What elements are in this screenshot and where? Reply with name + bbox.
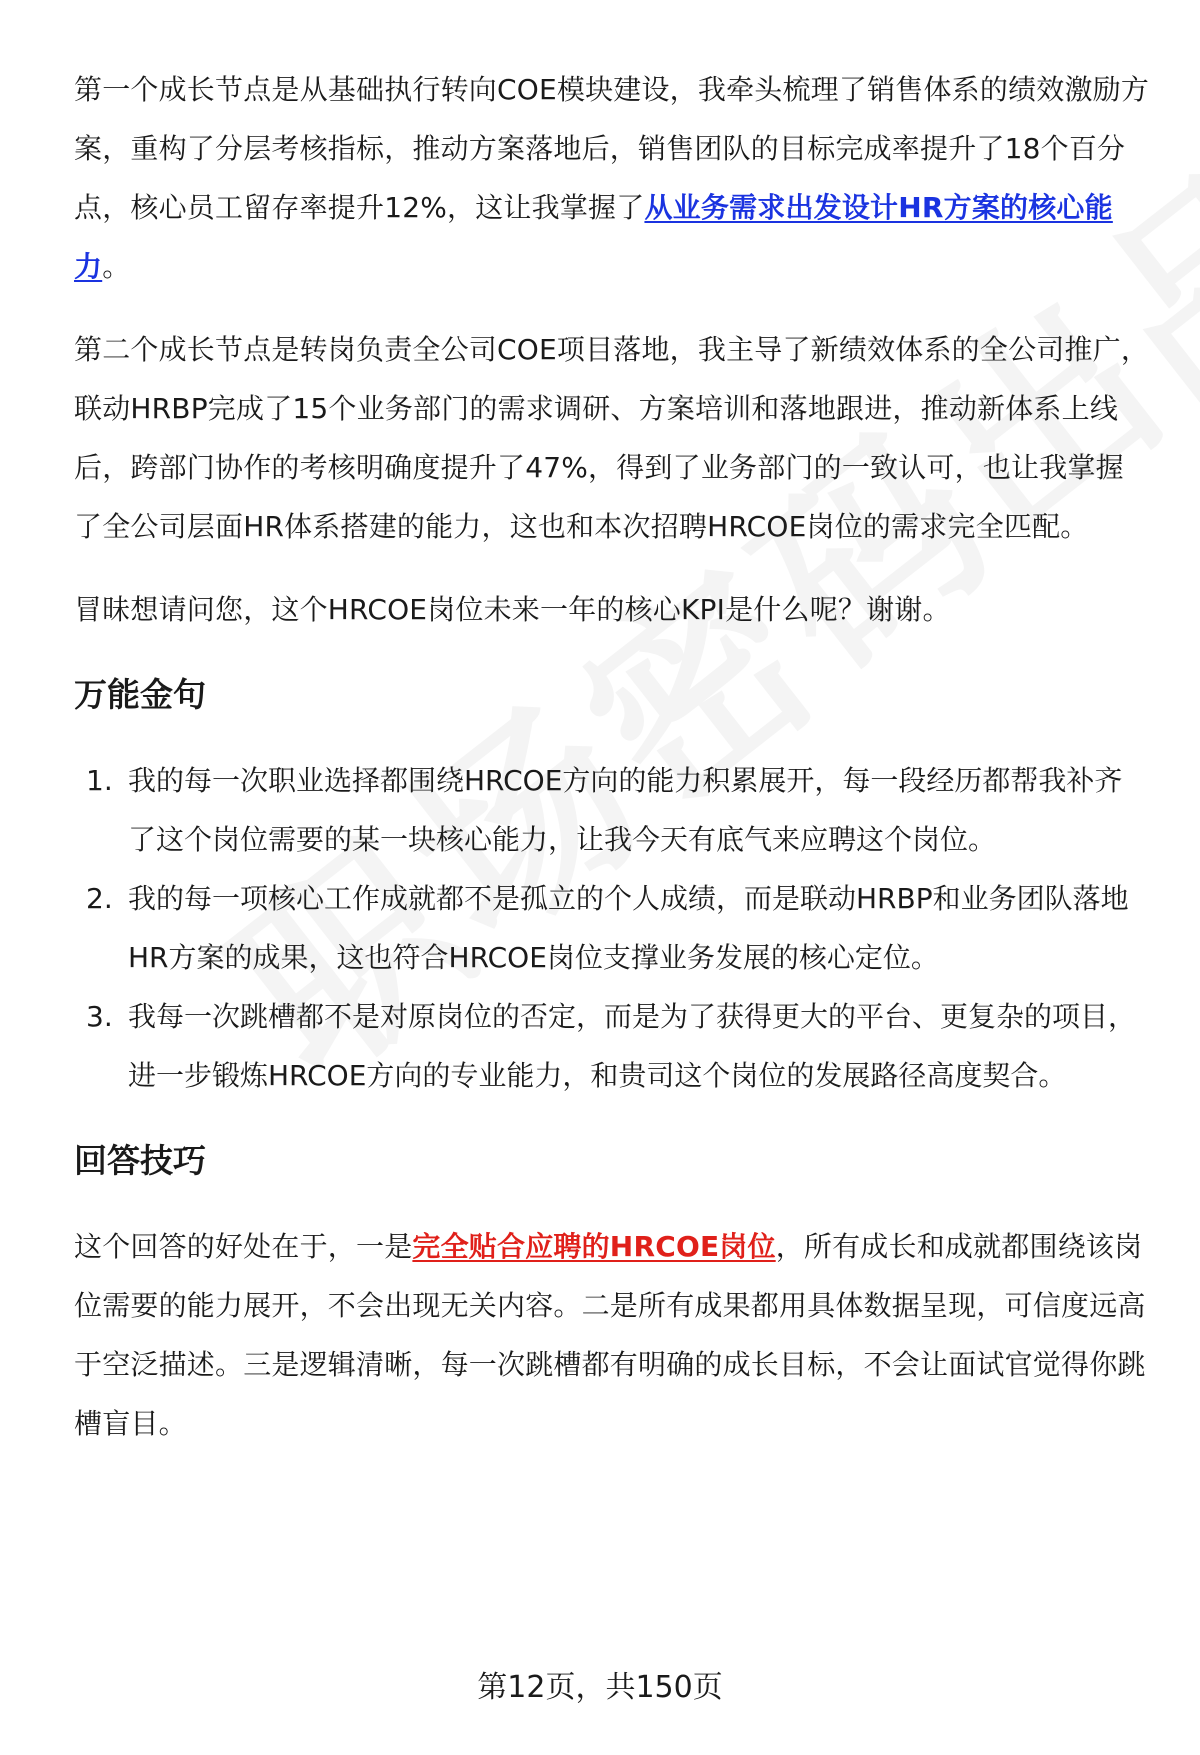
paragraph-text-end: ，所有成长和成就都围绕该岗位需要的能力展开，不会出现无关内容。二是所有成果都用具体数据呈现，可信度远高于空泛描述。三是逻辑清晰，每一次跳槽都有明确的成长目标，不会让面试官觉得你跳槽盲目。 [74,1230,1146,1440]
paragraph-text: 第一个成长节点是从基础执行转向COE模块建设，我牵头梳理了销售体系的绩效激励方案，重构了分层考核指标，推动方案落地后，销售团队的目标完成率提升了18个百分点，核心员工留存率提升12%，这让我掌握了 [74,73,1150,224]
highlight-blue-text: 从业务需求出发设计HR方案的核心能力 [74,191,1113,283]
list-item-number: 1. [86,764,113,797]
list-item-number: 2. [86,882,113,915]
page-number-footer: 第12页，共150页 [477,1670,723,1705]
section-title-answer-tips: 回答技巧 [74,1141,206,1180]
paragraph-question: 冒昧想请问您，这个HRCOE岗位未来一年的核心KPI是什么呢？谢谢。 [74,593,951,626]
list-item-text: 我的每一次职业选择都围绕HRCOE方向的能力积累展开，每一段经历都帮我补齐了这个岗位需要的某一块核心能力，让我今天有底气来应聘这个岗位。 [128,764,1123,856]
list-item-text: 我的每一项核心工作成就都不是孤立的个人成绩，而是联动HRBP和业务团队落地HR方案的成果，这也符合HRCOE岗位支撑业务发展的核心定位。 [128,882,1129,974]
document-body [74,60,1150,1477]
section-title-golden-sentences: 万能金句 [74,675,206,714]
paragraph-growth-node-1 [74,60,1150,296]
paragraph-text: 这个回答的好处在于，一是 [74,1230,413,1263]
golden-sentence-list [74,751,1150,1105]
paragraph-text-end: 。 [102,250,131,283]
list-item [74,751,1150,869]
list-item-text: 我每一次跳槽都不是对原岗位的否定，而是为了获得更大的平台、更复杂的项目，进一步锻炼HRCOE方向的专业能力，和贵司这个岗位的发展路径高度契合。 [128,1000,1137,1092]
paragraph-answer-tips [74,1217,1150,1453]
list-item-number: 3. [86,1000,113,1033]
list-item [74,869,1150,987]
highlight-red-text: 完全贴合应聘的HRCOE岗位 [412,1230,776,1263]
paragraph-growth-node-2: 第二个成长节点是转岗负责全公司COE项目落地，我主导了新绩效体系的全公司推广，联动HRBP完成了15个业务部门的需求调研、方案培训和落地跟进，推动新体系上线后，跨部门协作的考核明确度提升了47%，得到了业务部门的一致认可，也让我掌握了全公司层面HR体系搭建的能力，这也和本次招聘HRCOE岗位的需求完全匹配。 [74,333,1150,543]
list-item [74,987,1150,1105]
